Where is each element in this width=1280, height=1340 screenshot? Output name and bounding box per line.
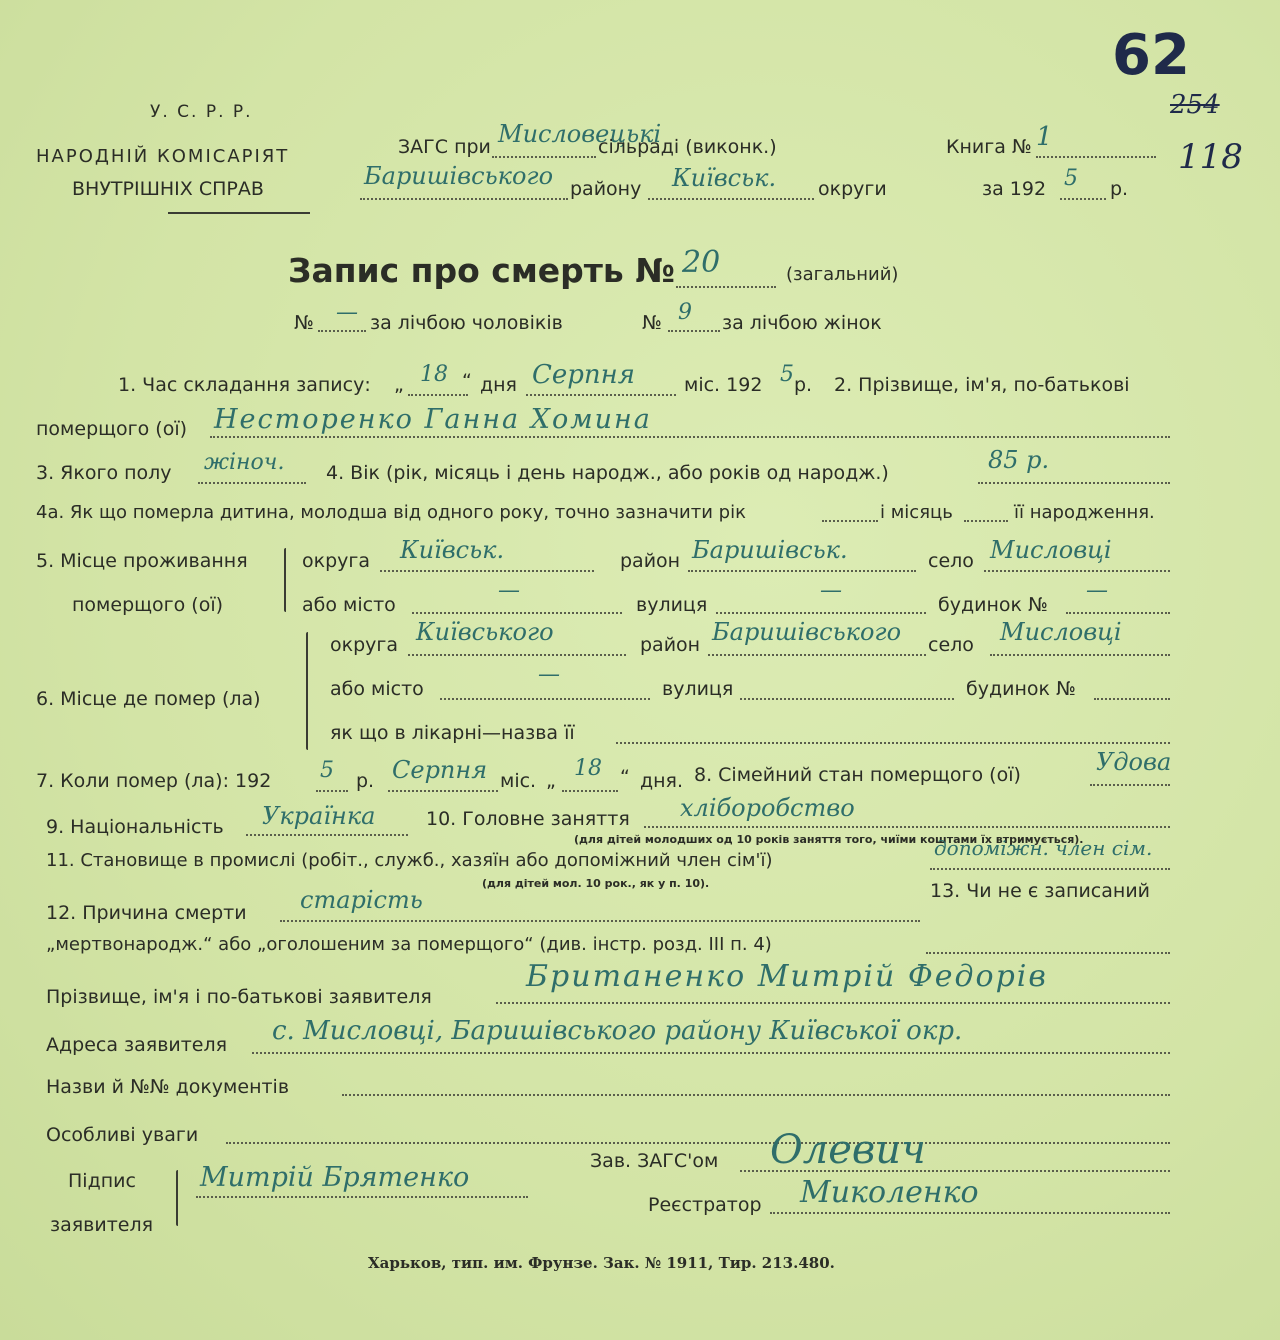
field-5-label: 5. Місце проживання [36,550,248,572]
cause-value: старість [300,886,423,914]
registrar-signature: Миколенко [800,1175,979,1210]
women-no-symbol: № [642,312,662,334]
applicant-signature: Митрій Брятенко [200,1162,470,1193]
documents-line [342,1094,1170,1096]
death-okrug-label: округа [330,634,399,656]
field-10-note: (для дітей молодших од 10 років заняття того, чиїми коштами їх втримується). [574,833,1084,846]
notes-label: Особливі уваги [46,1124,199,1146]
field-7-dnya: дня. [640,770,684,792]
field-1-r: р. [794,374,813,396]
field-1-dnya: дня [480,374,517,396]
death-month: Серпня [392,756,488,784]
applicant-name-label: Прізвище, ім'я і по-батькові заявителя [46,986,432,1008]
field-4a-label: 4а. Як що померла дитина, молодша від одного року, точно зазначити рік [36,502,746,523]
field-4a-month-label: і місяць [880,502,953,523]
documents-label: Назви й №№ документів [46,1076,290,1098]
res-street-line [716,612,926,614]
hospital-label: як що в лікарні—назва її [330,722,575,744]
record-number: 20 [682,245,721,280]
okrugi-label: округи [818,178,887,200]
women-count-label: за лічбою жінок [722,312,882,334]
men-number: — [336,300,358,325]
year-label: за 192 [982,178,1047,200]
death-district-value: Баришівського [712,618,902,646]
field-4a-month-line [964,520,1008,522]
field-5-label-2: померщого (ої) [72,594,224,616]
notes-line [226,1142,1170,1144]
zags-label: ЗАГС при [398,136,491,158]
res-street-label: вулиця [636,594,708,616]
res-rayon-label: район [620,550,681,572]
death-okrug-value: Київського [416,618,554,646]
field-7-mis: міс. [500,770,537,792]
field-1-quote-close: “ [462,370,472,392]
archive-number-large: 62 [1112,23,1190,88]
village-value: Мисловецькі [498,120,662,148]
field-7-r: р. [356,770,375,792]
res-city-label: або місто [302,594,396,616]
res-district-line [688,570,916,572]
archive-number-small: 118 [1178,137,1243,177]
nationality-line [246,834,408,836]
field-5-brace [284,548,286,612]
death-year-line [316,790,348,792]
men-no-symbol: № [294,312,314,334]
field-1-quote-open: „ [394,374,404,396]
sex-value: жіноч. [204,450,285,475]
rayonu-label: району [570,178,642,200]
ussr-label: У. С. Р. Р. [150,102,253,122]
book-label: Книга № [946,136,1032,158]
printer-imprint: Харьков, тип. им. Фрунзе. Зак. № 1911, Тир. 213.480. [368,1254,835,1272]
res-house-value: — [1086,578,1108,603]
field-10-label: 10. Головне заняття [426,808,630,830]
field-11-note: (для дітей мол. 10 рок., як у п. 10). [482,877,710,890]
silradi-label: сільраді (виконк.) [598,136,777,158]
field-1-mis: міс. 192 [684,374,763,396]
death-city-label: або місто [330,678,424,700]
death-okrug-line [408,654,626,656]
field-6-label: 6. Місце де помер (ла) [36,688,261,710]
village-line [492,156,596,158]
death-street-label: вулиця [662,678,734,700]
res-street-value: — [820,578,842,603]
cause-line [280,920,920,922]
record-day: 18 [420,362,448,387]
field-7-label: 7. Коли помер (ла): 192 [36,770,272,792]
signature-label-1: Підпис [68,1170,136,1192]
death-house-label: будинок № [966,678,1076,700]
marital-line [1090,784,1170,786]
field-4-label: 4. Вік (рік, місяць і день народж., або років од народж.) [326,462,889,484]
general-label: (загальний) [786,264,899,285]
res-village-line [984,570,1170,572]
death-city-value: — [538,662,560,687]
field-13-label-2: „мертвонародж.“ або „оголошеним за померщого“ (див. інстр. розд. III п. 4) [46,934,772,955]
res-house-line [1066,612,1170,614]
hospital-line [616,742,1170,744]
head-signature: Олевич [770,1127,926,1173]
record-number-line [676,286,776,288]
deceased-name-line [210,436,1170,438]
book-number: 1 [1036,122,1053,152]
record-month-line [526,394,676,396]
record-month: Серпня [532,360,636,390]
death-rayon-label: район [640,634,701,656]
okrug-line [648,198,814,200]
applicant-signature-line [196,1196,528,1198]
death-city-line [440,698,650,700]
head-signature-line [740,1170,1170,1172]
archive-number-crossed: 254 [1170,90,1220,120]
res-okrug-value: Київськ. [400,536,505,564]
death-house-line [1094,698,1170,700]
res-house-label: будинок № [938,594,1048,616]
okrug-value: Київськ. [672,164,777,192]
death-selo-label: село [928,634,974,656]
deceased-label: померщого (ої) [36,418,188,440]
industry-status-line [930,868,1170,870]
nationality-value: Українка [262,802,376,830]
record-day-line [408,394,468,396]
field-12-label: 12. Причина смерти [46,902,247,924]
occupation-value: хліборобство [680,794,855,822]
field-3-label: 3. Якого полу [36,462,172,484]
deceased-name: Несторенко Ганна Хомина [214,404,652,435]
res-village-value: Мисловці [990,536,1112,564]
men-line [318,330,366,332]
field-1-label: 1. Час складання запису: [118,374,371,396]
death-day: 18 [574,756,602,781]
field-13-label: 13. Чи не є записаний [930,880,1151,902]
field-7-quote-close: “ [620,766,630,788]
field-11-label: 11. Становище в промислі (робіт., служб., хазяїн або допоміжний член сім'ї) [46,850,773,871]
age-value: 85 р. [988,446,1050,474]
head-zags-label: Зав. ЗАГС'ом [590,1150,719,1172]
header-divider [168,212,310,214]
applicant-name-line [496,1002,1170,1004]
district-line [360,198,568,200]
women-number: 9 [678,300,692,325]
industry-status-value: допоміжн. член сім. [934,836,1153,860]
death-year-digit: 5 [320,758,334,783]
applicant-address-line [252,1052,1170,1054]
book-line [1036,156,1156,158]
death-village-value: Мисловці [1000,618,1122,646]
occupation-line [644,826,1170,828]
res-okrug-line [380,570,594,572]
year-r: р. [1110,178,1129,200]
field-4a-year-line [822,520,878,522]
men-count-label: за лічбою чоловіків [370,312,563,334]
death-day-line [562,790,618,792]
year-digit: 5 [1064,166,1078,191]
sex-line [198,482,306,484]
res-city-line [412,612,622,614]
commissariat-line1: НАРОДНІЙ КОМІСАРІЯТ [36,146,290,167]
field-7-quote-open: „ [546,770,556,792]
record-title: Запис про смерть № [288,251,675,290]
field-2-label: 2. Прізвище, ім'я, по-батькові [834,374,1130,396]
res-selo-label: село [928,550,974,572]
marital-value: Удова [1096,748,1172,776]
women-line [668,330,720,332]
age-line [978,482,1170,484]
applicant-name-value: Британенко Митрій Федорів [526,959,1048,994]
res-district-value: Баришівськ. [692,536,848,564]
signature-label-2: заявителя [50,1214,154,1236]
applicant-address-value: с. Мисловці, Баришівського району Київської окр. [272,1016,963,1046]
res-city-value: — [498,578,520,603]
field-8-label: 8. Сімейний стан померщого (ої) [694,764,1021,786]
registrar-signature-line [770,1212,1170,1214]
field-13-line [926,952,1170,954]
field-9-label: 9. Національність [46,816,224,838]
field-6-brace [306,632,308,750]
res-okrug-label: округа [302,550,371,572]
signature-brace [176,1170,178,1226]
district-value: Баришівського [364,162,554,190]
death-street-line [740,698,954,700]
record-year-digit: 5 [780,362,794,387]
applicant-address-label: Адреса заявителя [46,1034,228,1056]
field-4a-end: її народження. [1014,502,1155,523]
registrar-label: Реєстратор [648,1194,762,1216]
death-month-line [388,790,498,792]
death-district-line [708,654,926,656]
commissariat-line2: ВНУТРІШНІХ СПРАВ [72,178,264,200]
death-village-line [990,654,1170,656]
year-line [1060,198,1106,200]
